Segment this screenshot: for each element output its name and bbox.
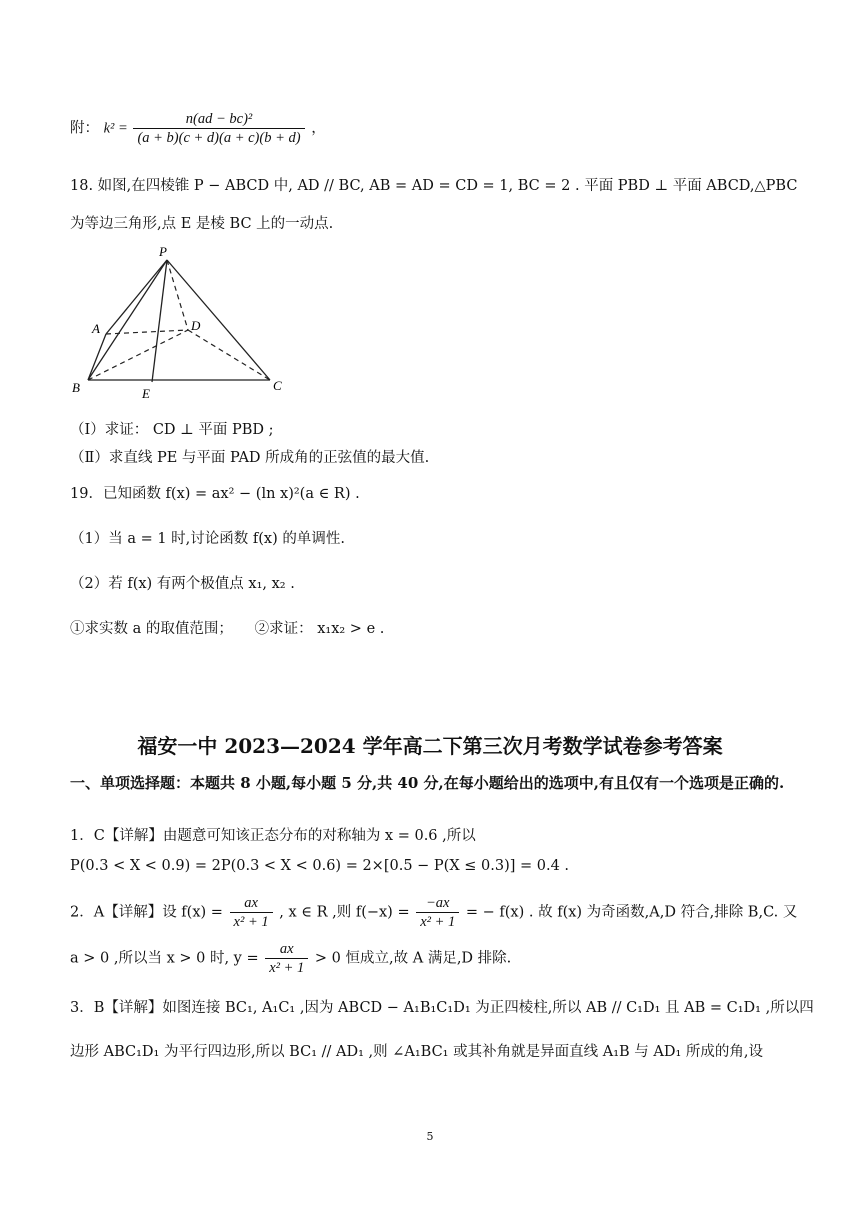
edge-PB — [88, 260, 167, 380]
a1-line1: 1．C【详解】由题意可知该正态分布的对称轴为 x = 0.6 ,所以 — [70, 828, 476, 844]
label-P: P — [159, 244, 167, 259]
formula-numerator: n(ad − bc)² — [133, 110, 304, 129]
pyramid-figure — [70, 240, 300, 405]
a2-fraction-3 — [265, 940, 308, 977]
edge-BD — [88, 330, 188, 380]
answer-title: 福安一中 2023—2024 学年高二下第三次月考数学试卷参考答案 — [137, 734, 723, 758]
edge-PD — [167, 260, 188, 330]
q19-part2: （2）若 f(x) 有两个极值点 x₁, x₂ . — [70, 576, 295, 592]
a2-frac3-num: ax — [265, 940, 308, 959]
a2-text-4: a > 0 ,所以当 x > 0 时, y = — [70, 950, 259, 967]
q18-line1: 18. 如图,在四棱锥 P − ABCD 中, AD // BC, AB = AD = CD = 1, BC = 2 . 平面 PBD ⊥ 平面 ABCD,△PBC — [70, 178, 798, 194]
edge-DC — [188, 330, 270, 380]
label-C: C — [273, 378, 282, 393]
q18-part1: （Ⅰ）求证： CD ⊥ 平面 PBD ; — [70, 422, 274, 438]
q19-sub: ①求实数 a 的取值范围； ②求证： x₁x₂ > e . — [70, 621, 385, 637]
section-heading: 一、单项选择题：本题共 8 小题,每小题 5 分,共 40 分,在每小题给出的选项中,有且仅有一个选项是正确的. — [70, 774, 785, 792]
label-D: D — [191, 318, 201, 333]
a1-line2: P(0.3 < X < 0.9) = 2P(0.3 < X < 0.6) = 2×[0.5 − P(X ≤ 0.3)] = 0.4 . — [70, 858, 570, 874]
a2-text-2: , x ∈ R ,则 f(−x) = — [279, 904, 410, 921]
a2-text-1: 2．A【详解】设 f(x) = — [70, 904, 223, 921]
a2-frac2-num: −ax — [416, 894, 459, 913]
formula-suffix: ， — [311, 120, 326, 137]
page-number: 5 — [426, 1130, 434, 1143]
formula-denominator: (a + b)(c + d)(a + c)(b + d) — [137, 130, 301, 146]
formula-fraction — [133, 110, 304, 147]
edge-AD — [106, 330, 188, 334]
a3-line2: 边形 ABC₁D₁ 为平行四边形,所以 BC₁ // AD₁ ,则 ∠A₁BC₁ 或其补角就是异面直线 A₁B 与 AD₁ 所成的角,设 — [70, 1044, 764, 1060]
q19-line: 19．已知函数 f(x) = ax² − (ln x)²(a ∈ R) . — [70, 486, 360, 502]
edge-PC — [167, 260, 270, 380]
a2-frac1-den: x² + 1 — [233, 914, 269, 930]
label-A: A — [92, 321, 100, 336]
formula-prefix: 附： — [70, 120, 99, 137]
q18-line2: 为等边三角形,点 E 是棱 BC 上的一动点. — [70, 216, 334, 232]
a2-fraction-2 — [416, 894, 459, 931]
a2-text-3: = − f(x) . 故 f(x) 为奇函数,A,D 符合,排除 B,C. 又 — [465, 904, 798, 921]
formula-line — [70, 110, 326, 147]
a2-frac2-den: x² + 1 — [420, 914, 456, 930]
label-B: B — [72, 380, 80, 395]
a2-line2 — [70, 940, 511, 977]
a2-frac3-den: x² + 1 — [269, 960, 305, 976]
edge-PA — [106, 260, 167, 334]
a2-fraction-1 — [230, 894, 273, 931]
a2-line1 — [70, 894, 797, 931]
a3-line1: 3．B【详解】如图连接 BC₁, A₁C₁ ,因为 ABCD − A₁B₁C₁D₁ 为正四棱柱,所以 AB // C₁D₁ 且 AB = C₁D₁ ,所以四 — [70, 1000, 814, 1016]
a2-text-5: > 0 恒成立,故 A 满足,D 排除. — [314, 950, 512, 967]
label-E: E — [142, 386, 150, 401]
formula-lhs: k² = — [103, 120, 132, 137]
q18-part2: （Ⅱ）求直线 PE 与平面 PAD 所成角的正弦值的最大值. — [70, 450, 430, 466]
q19-part1: （1）当 a = 1 时,讨论函数 f(x) 的单调性. — [70, 531, 345, 547]
a2-frac1-num: ax — [230, 894, 273, 913]
